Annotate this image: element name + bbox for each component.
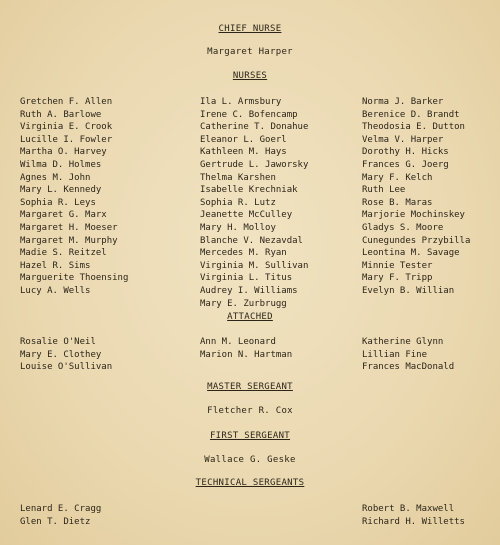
technical-sergeants-heading: TECHNICAL SERGEANTS [195,478,305,488]
list-item: Marguerite Thoensing [20,273,129,284]
list-item: Minnie Tester [362,260,433,271]
attached-column-3 [362,336,454,374]
list-item: Hazel R. Sims [20,260,91,271]
list-item: Theodosia E. Dutton [362,122,465,133]
list-item: Glen T. Dietz [20,516,91,527]
list-item: Mary F. Kelch [362,172,433,183]
list-item: Louise O'Sullivan [20,362,113,373]
nurses-column-1 [20,96,128,298]
list-item: Cunegundes Przybilla [362,235,471,246]
list-item: Thelma Karshen [200,172,276,183]
list-item: Isabelle Krechniak [200,185,298,196]
list-item: Mary F. Tripp [362,273,433,284]
list-item: Audrey I. Williams [200,285,298,296]
list-item: Mercedes M. Ryan [200,248,287,259]
list-item: Velma V. Harper [362,134,444,145]
list-item: Robert B. Maxwell [362,504,455,514]
list-item: Jeanette McCulley [200,210,293,221]
list-item: Virginia M. Sullivan [200,260,309,271]
list-item: Blanche V. Nezavdal [200,235,303,246]
list-item: Marion N. Hartman [200,349,293,360]
list-item: Gertrude L. Jaworsky [200,159,309,170]
list-item: Frances MacDonald [362,362,455,373]
list-item: Mary E. Clothey [20,349,102,360]
list-item: Richard H. Willetts [362,516,465,527]
list-item: Mary E. Zurbrugg [200,298,287,309]
list-item: Virginia E. Crook [20,122,113,133]
list-item: Lucille I. Fowler [20,134,113,145]
master-sergeant-name: Fletcher R. Cox [207,406,293,416]
list-item: Wilma D. Holmes [20,159,102,170]
list-item: Agnes M. John [20,172,91,183]
master-sergeant-heading: MASTER SERGEANT [207,382,293,392]
technical-sergeants-left [20,503,101,528]
first-sergeant-heading: FIRST SERGEANT [209,431,291,441]
chief-nurse-heading: CHIEF NURSE [218,24,282,34]
list-item: Evelyn B. Willian [362,285,455,296]
list-item: Mary L. Kennedy [20,185,102,196]
list-item: Norma J. Barker [362,97,444,107]
list-item: Eleanor L. Goerl [200,134,287,145]
list-item: Virginia L. Titus [200,273,293,284]
list-item: Gladys S. Moore [362,222,444,233]
list-item: Lenard E. Cragg [20,504,102,514]
list-item: Lillian Fine [362,349,428,360]
technical-sergeants-right [362,503,465,528]
list-item: Margaret M. Murphy [20,235,118,246]
list-item: Ruth A. Barlowe [20,109,102,120]
list-item: Berenice D. Brandt [362,109,460,120]
list-item: Catherine T. Donahue [200,122,309,133]
list-item: Dorothy H. Hicks [362,147,449,158]
list-item: Ruth Lee [362,185,406,196]
attached-column-1 [20,336,112,374]
list-item: Mary H. Molloy [200,222,276,233]
list-item: Gretchen F. Allen [20,97,113,107]
list-item: Irene C. Bofencamp [200,109,298,120]
attached-heading: ATTACHED [227,312,273,322]
list-item: Ann M. Leonard [200,337,276,347]
list-item: Margaret G. Marx [20,210,107,221]
list-item: Martha O. Harvey [20,147,107,158]
chief-nurse-name: Margaret Harper [207,47,293,57]
list-item: Ila L. Armsbury [200,97,282,107]
list-item: Sophia R. Leys [20,197,96,208]
list-item: Marjorie Mochinskey [362,210,465,221]
list-item: Katherine Glynn [362,337,444,347]
list-item: Madie S. Reitzel [20,248,107,259]
list-item: Margaret H. Moeser [20,222,118,233]
list-item: Leontina M. Savage [362,248,460,259]
attached-column-2 [200,336,292,361]
nurses-heading: NURSES [232,71,268,81]
nurses-column-2 [200,96,308,310]
list-item: Frances G. Joerg [362,159,449,170]
first-sergeant-name: Wallace G. Geske [204,455,296,465]
list-item: Rosalie O'Neil [20,337,96,347]
list-item: Kathleen M. Hays [200,147,287,158]
list-item: Sophia R. Lutz [200,197,276,208]
list-item: Lucy A. Wells [20,285,91,296]
list-item: Rose B. Maras [362,197,433,208]
nurses-column-3 [362,96,470,298]
